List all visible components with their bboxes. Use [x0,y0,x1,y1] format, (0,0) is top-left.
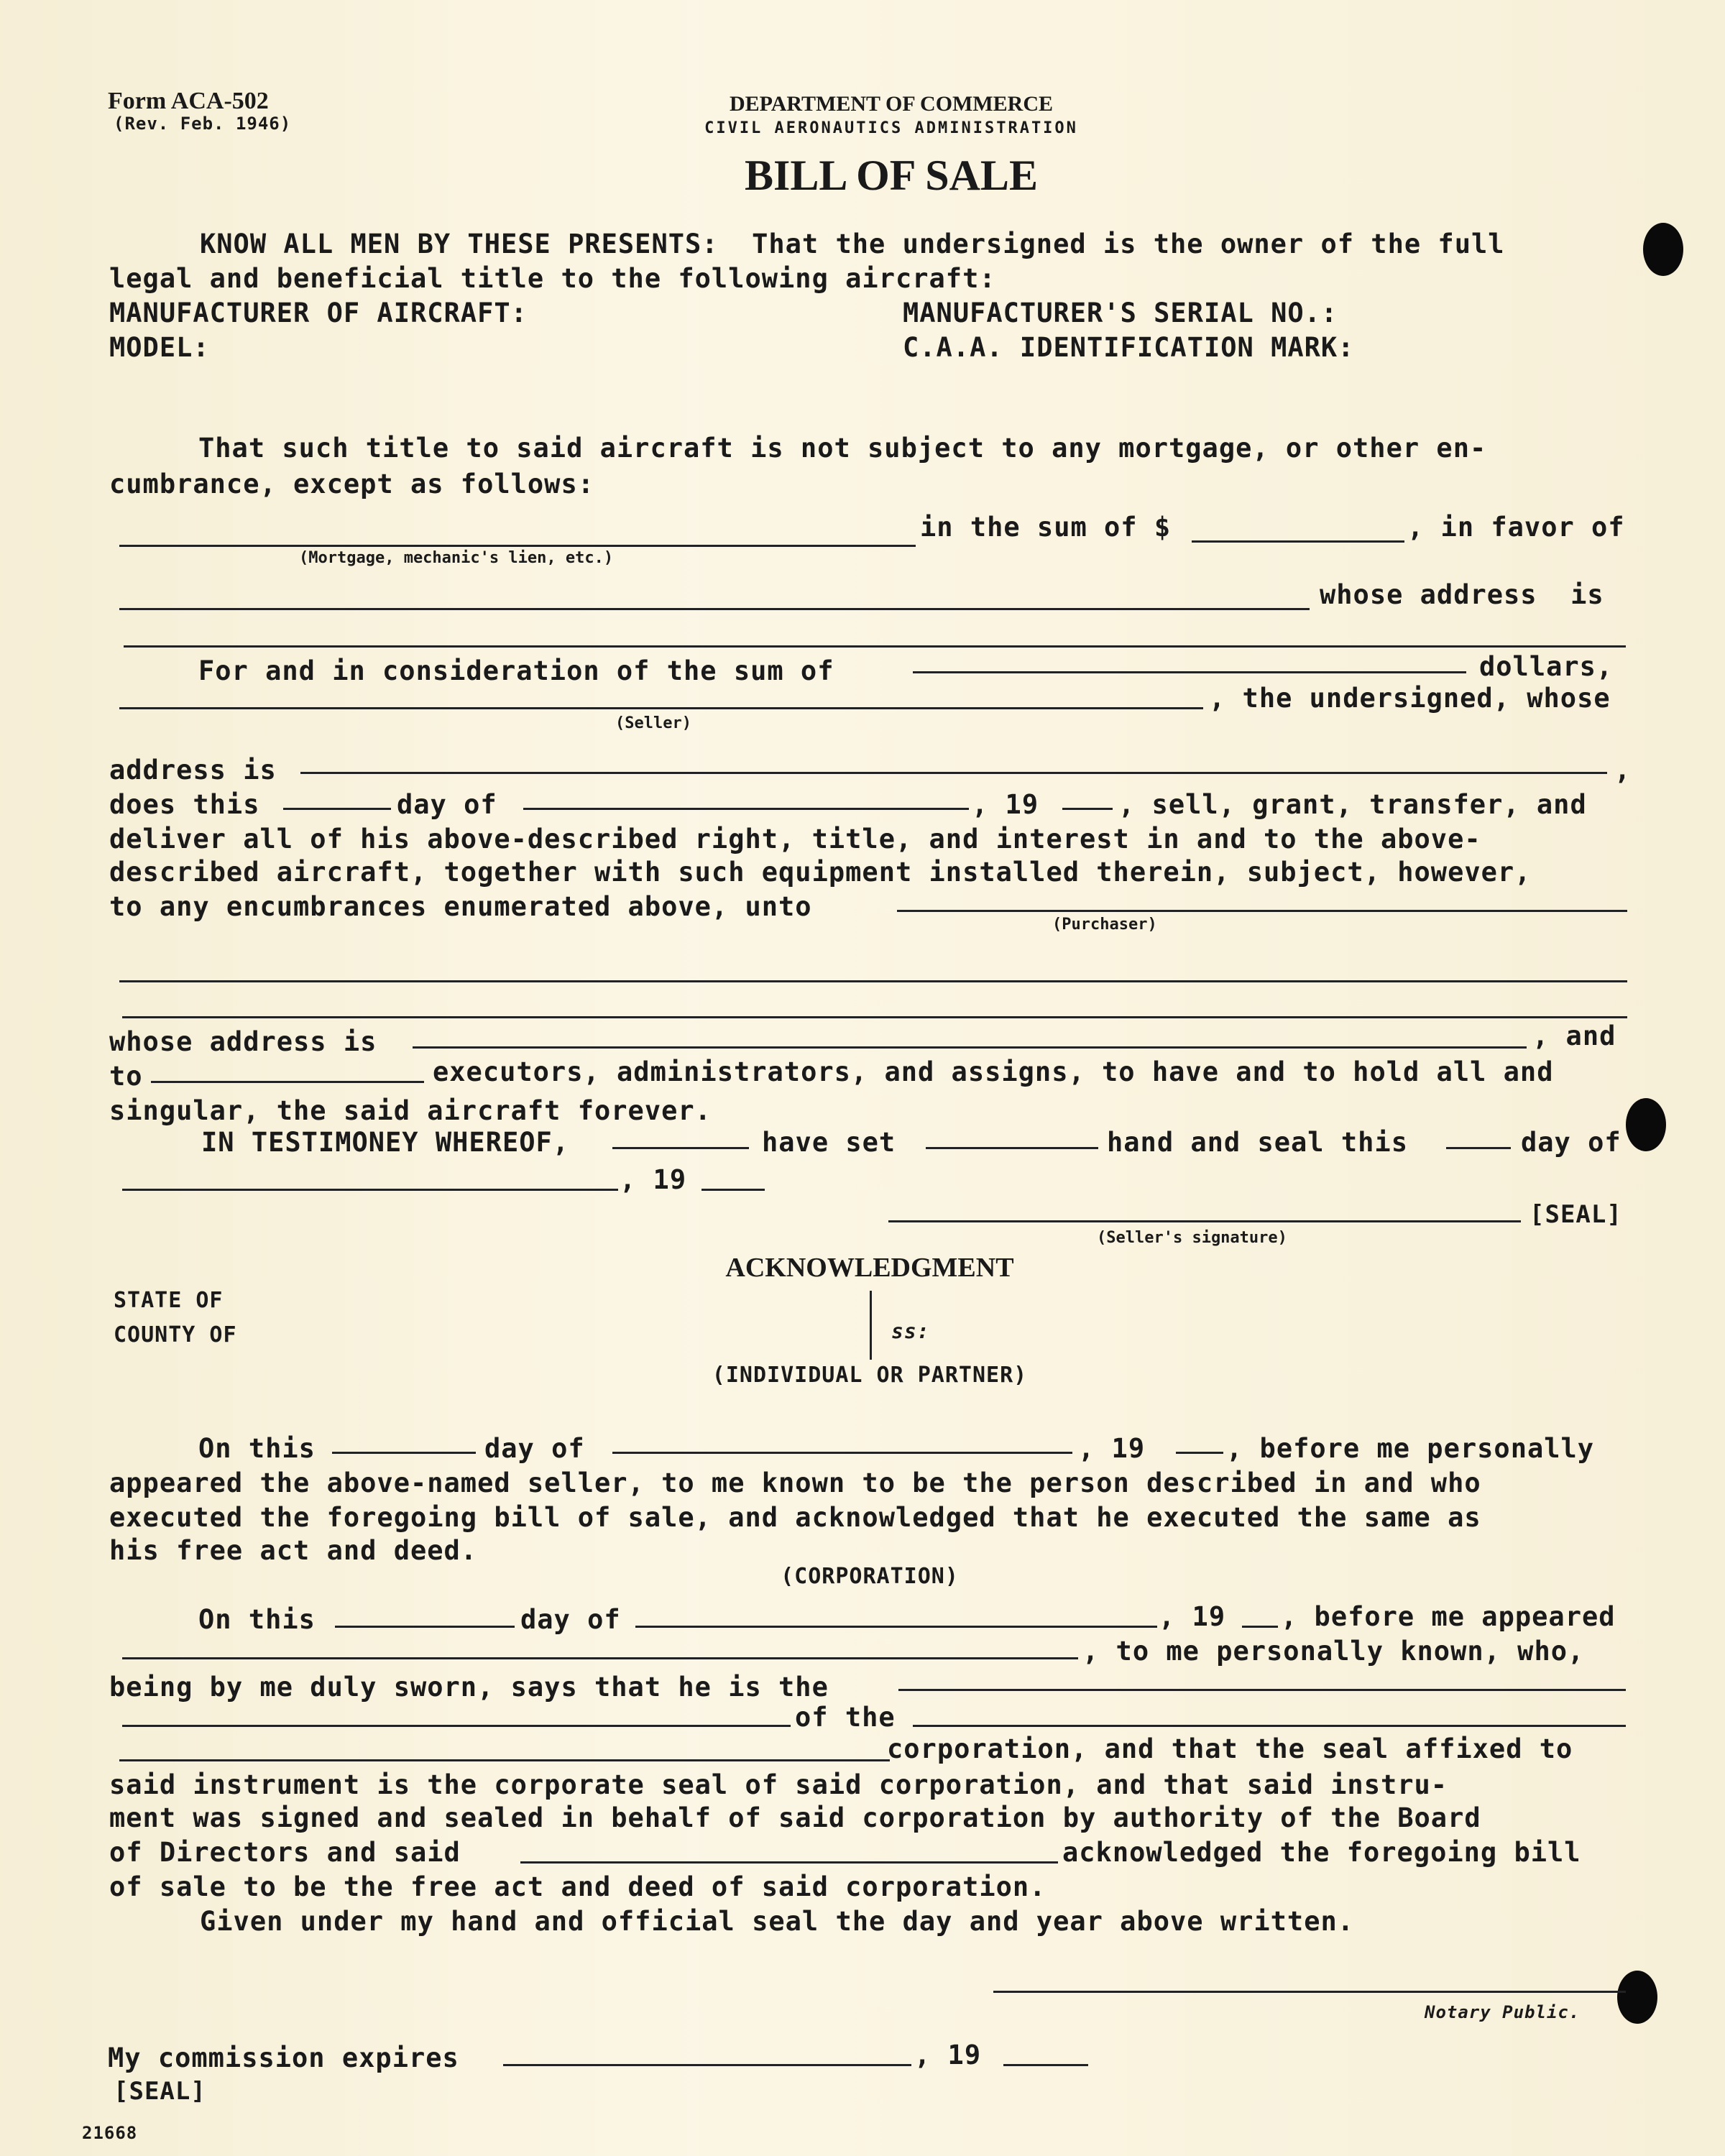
testimony-year-field[interactable] [702,1189,765,1191]
corp-directors-label: of Directors and said [109,1837,461,1868]
purchaser-heirs-field[interactable] [151,1081,424,1083]
commission-year-field[interactable] [1003,2064,1088,2066]
sum-label: in the sum of $ [920,512,1172,543]
purchaser-address-field[interactable] [413,1046,1527,1049]
corp-day-field[interactable] [335,1626,515,1628]
form-number: Form ACA-502 [108,88,269,114]
whose-address-label: whose address is [1320,579,1604,610]
notary-seal-label: [SEAL] [114,2077,206,2106]
agency-name: CIVIL AERONAUTICS ADMINISTRATION [704,119,1078,137]
seller-seal-label: [SEAL] [1530,1200,1622,1229]
seller-address-label: address is [109,755,277,786]
individual-heading: (INDIVIDUAL OR PARTNER) [712,1363,1028,1388]
testimony-year-prefix: , 19 [620,1164,687,1195]
corp-officer-field[interactable] [520,1861,1058,1864]
corp-title-field-2[interactable] [122,1725,791,1727]
department-name: DEPARTMENT OF COMMERCE [729,92,1054,116]
corp-title-field[interactable] [898,1689,1626,1691]
described-line: described aircraft, together with such equipment installed therein, subject, however, [109,857,1532,888]
ind-on-this-label: On this [198,1433,316,1464]
ind-line-2: appeared the above-named seller, to me known to be the person described in and who [109,1468,1481,1498]
corp-before-label: , before me appeared [1281,1601,1616,1632]
comma: , [1614,755,1632,786]
corp-of-the-label: of the [795,1702,896,1733]
purchaser-name-field-2[interactable] [119,980,1627,982]
county-of-label: COUNTY OF [114,1322,237,1348]
commission-year-prefix: , 19 [914,2040,982,2070]
ind-before-label: , before me personally [1226,1433,1595,1464]
serial-number-label: MANUFACTURER'S SERIAL NO.: [903,298,1338,328]
ind-day-field[interactable] [332,1452,476,1454]
unto-line: to any encumbrances enumerated above, unto [109,891,812,922]
corp-year-prefix: , 19 [1159,1601,1226,1632]
corp-year-field[interactable] [1242,1626,1278,1628]
purchaser-name-field[interactable] [897,910,1627,912]
corp-day-of-label: day of [520,1604,621,1635]
sale-month-field[interactable] [523,808,969,810]
punch-hole [1643,223,1683,276]
corp-month-field[interactable] [635,1626,1157,1628]
and-label: , and [1532,1021,1616,1051]
to-label: to [109,1061,143,1092]
state-of-label: STATE OF [114,1288,224,1313]
ind-year-field[interactable] [1176,1452,1223,1454]
purchaser-caption: (Purchaser) [1052,916,1157,934]
day-of-label: day of [397,789,497,820]
lienholder-address-field[interactable] [124,645,1626,648]
corp-name-field-2[interactable] [119,1759,890,1761]
testimony-who-field[interactable] [612,1147,749,1149]
identification-mark-label: C.A.A. IDENTIFICATION MARK: [903,332,1355,363]
corp-ack-label: acknowledged the foregoing bill [1062,1837,1581,1868]
form-revision: (Rev. Feb. 1946) [114,114,292,134]
corporation-heading: (CORPORATION) [781,1564,959,1589]
ind-line-3: executed the foregoing bill of sale, and acknowledged that he executed the same as [109,1502,1481,1533]
testimony-day-of-label: day of [1521,1127,1622,1158]
ind-line-4: his free act and deed. [109,1535,478,1566]
seller-caption: (Seller) [615,714,691,732]
corp-person-field[interactable] [122,1657,1078,1659]
punch-hole [1617,1971,1657,2024]
purchaser-address-label: whose address is [109,1026,377,1057]
ind-day-of-label: day of [484,1433,585,1464]
seller-signature-field[interactable] [888,1220,1521,1222]
corp-sworn-label: being by me duly sworn, says that he is the [109,1672,829,1703]
given-line: Given under my hand and official seal the day and year above written. [200,1906,1355,1937]
in-favor-label: , in favor of [1407,512,1625,543]
testimony-month-field[interactable] [122,1189,618,1191]
year-prefix: , 19 [972,789,1039,820]
corp-corporation-label: corporation, and that the seal affixed to [887,1733,1573,1764]
seller-name-field[interactable] [119,707,1203,709]
encumbrance-type-caption: (Mortgage, mechanic's lien, etc.) [299,549,614,567]
punch-hole [1626,1098,1666,1151]
commission-label: My commission expires [108,2042,459,2073]
lienholder-field[interactable] [119,608,1310,610]
corp-on-this-label: On this [198,1604,316,1635]
encumbrance-type-field[interactable] [119,545,916,547]
consideration-amount-field[interactable] [913,671,1466,673]
ind-month-field[interactable] [612,1452,1072,1454]
does-this-label: does this [109,789,260,820]
testimony-whose-field[interactable] [926,1147,1098,1149]
encumbrance-amount-field[interactable] [1192,540,1404,543]
undersigned-label: , the undersigned, whose [1209,683,1611,714]
corp-line-said: said instrument is the corporate seal of said corporation, and that said instru- [109,1769,1448,1800]
notary-signature-field[interactable] [993,1991,1626,1993]
sell-grant-label: , sell, grant, transfer, and [1118,789,1587,820]
purchaser-name-field-3[interactable] [122,1016,1627,1018]
testimony-day-field[interactable] [1446,1147,1511,1149]
singular-line: singular, the said aircraft forever. [109,1095,712,1126]
executors-line: executors, administrators, and assigns, to have and to hold all and [433,1056,1554,1087]
corp-known-label: , to me personally known, who, [1082,1636,1585,1667]
model-label: MODEL: [109,332,210,363]
footer-code: 21668 [82,2123,138,2143]
deliver-line: deliver all of his above-described right, title, and interest in and to the above- [109,824,1481,854]
notary-caption: Notary Public. [1425,2002,1581,2022]
encumbrance-line-2: cumbrance, except as follows: [109,469,595,499]
corp-line-ment: ment was signed and sealed in behalf of said corporation by authority of the Board [109,1802,1481,1833]
ind-year-prefix: , 19 [1078,1433,1146,1464]
sale-year-field[interactable] [1062,808,1113,810]
corp-line-sale: of sale to be the free act and deed of said corporation. [109,1871,1046,1902]
seller-address-field[interactable] [300,772,1607,774]
ss-label: ss: [891,1319,930,1343]
have-set-label: have set [762,1127,896,1158]
acknowledgment-title: ACKNOWLEDGMENT [725,1253,1014,1283]
encumbrance-line-1: That such title to said aircraft is not subject to any mortgage, or other en- [198,433,1487,464]
corp-name-field[interactable] [913,1725,1626,1727]
sale-day-field[interactable] [283,808,391,810]
page-title: BILL OF SALE [745,152,1038,199]
intro-line-1: KNOW ALL MEN BY THESE PRESENTS: That the undersigned is the owner of the full [200,229,1505,259]
intro-line-2: legal and beneficial title to the following aircraft: [109,263,996,294]
dollars-label: dollars, [1479,651,1614,682]
bracket [870,1291,875,1360]
manufacturer-label: MANUFACTURER OF AIRCRAFT: [109,298,528,328]
commission-date-field[interactable] [503,2064,911,2066]
testimony-label: IN TESTIMONEY WHEREOF, [201,1127,570,1158]
hand-seal-label: hand and seal this [1107,1127,1408,1158]
consideration-label: For and in consideration of the sum of [198,655,834,686]
seller-signature-caption: (Seller's signature) [1097,1229,1287,1247]
